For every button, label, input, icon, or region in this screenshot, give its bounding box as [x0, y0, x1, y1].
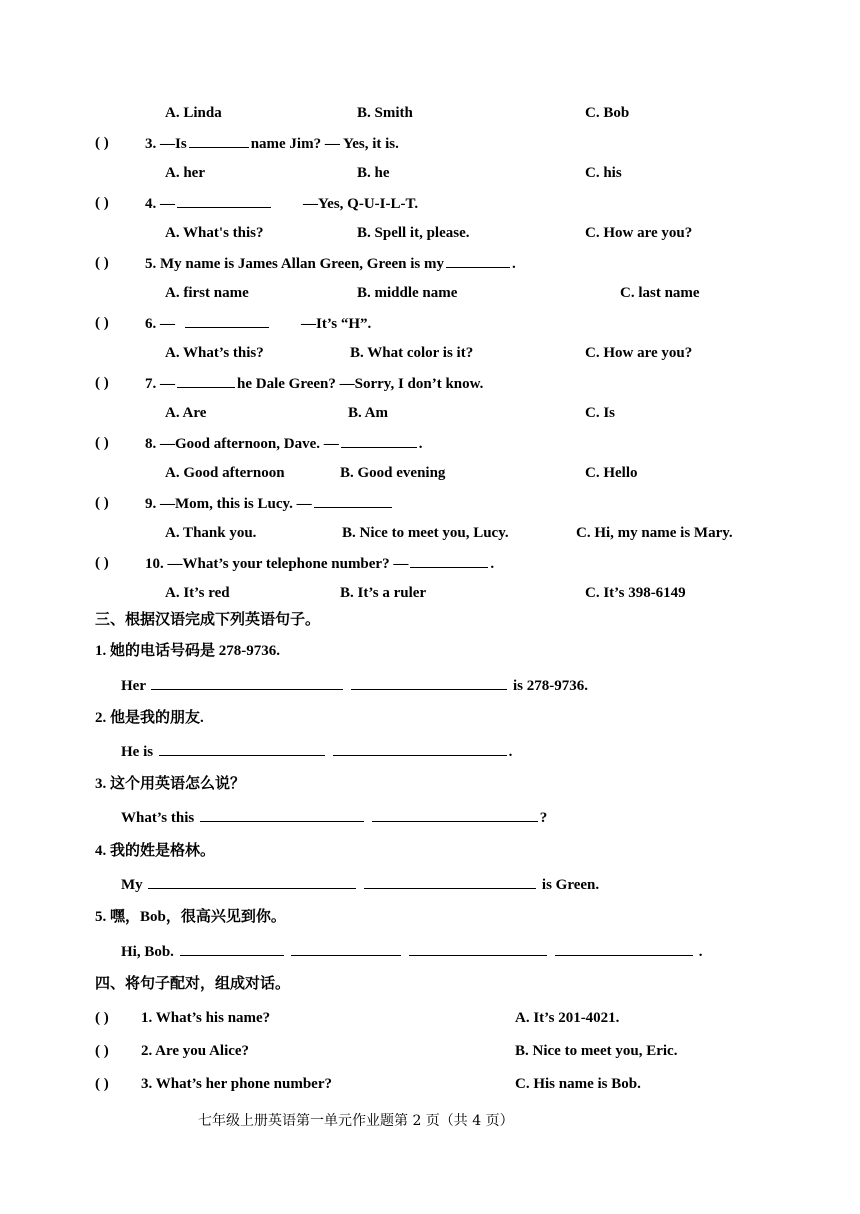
s3-item-1-pre: Her — [121, 678, 146, 694]
q7-stem-post: he Dale Green? —Sorry, I don’t know. — [237, 376, 484, 392]
q4-stem — [145, 193, 418, 214]
q6-stem-post: —It’s “H”. — [301, 316, 372, 332]
s3-item-4-sentence — [121, 874, 599, 895]
q3-blank[interactable] — [189, 133, 249, 148]
s3-item-5-pre: Hi, Bob. — [121, 944, 174, 960]
q9-option-a: A. Thank you. — [165, 525, 257, 541]
q9-blank[interactable] — [314, 493, 392, 508]
s3-item-2-blank-1[interactable] — [159, 741, 325, 756]
q8-option-a: A. Good afternoon — [165, 465, 285, 481]
s4-answer-b: B. Nice to meet you, Eric. — [515, 1043, 678, 1059]
q6-answer-paren[interactable]: ( ) — [95, 315, 109, 331]
s3-item-4-blank-1[interactable] — [148, 874, 356, 889]
q3-stem-pre: 3. —Is — [145, 136, 187, 152]
s3-item-1-chinese: 1. 她的电话号码是 278-9736. — [95, 643, 280, 659]
q5-stem-post: . — [512, 256, 516, 272]
q3-option-c: C. his — [585, 165, 622, 181]
q8-answer-paren[interactable]: ( ) — [95, 435, 109, 451]
q8-stem — [145, 433, 423, 454]
s4-item-3-question: 3. What’s her phone number? — [141, 1076, 333, 1092]
q10-option-b: B. It’s a ruler — [340, 585, 427, 601]
q10-stem-pre: 10. —What’s your telephone number? — — [145, 556, 409, 572]
q4-blank[interactable] — [177, 193, 271, 208]
q4-option-a: A. What's this? — [165, 225, 264, 241]
q10-option-a: A. It’s red — [165, 585, 230, 601]
s3-item-3-sentence — [121, 807, 547, 828]
q5-stem — [145, 253, 516, 274]
q7-option-a: A. Are — [165, 405, 207, 421]
q10-stem-post: . — [490, 556, 495, 572]
q6-option-b: B. What color is it? — [350, 345, 474, 361]
q9-option-c: C. Hi, my name is Mary. — [576, 525, 733, 541]
q9-stem-pre: 9. —Mom, this is Lucy. — — [145, 496, 312, 512]
q7-option-c: C. Is — [585, 405, 616, 421]
q10-stem — [145, 553, 494, 574]
s3-item-1-sentence — [121, 675, 588, 696]
q6-option-c: C. How are you? — [585, 345, 693, 361]
q7-option-b: B. Am — [348, 405, 389, 421]
q6-stem-pre: 6. — — [145, 316, 175, 332]
s3-item-4-blank-2[interactable] — [364, 874, 536, 889]
q7-stem-pre: 7. — — [145, 376, 175, 392]
q2-option-a: A. Linda — [165, 105, 222, 121]
q5-option-b: B. middle name — [357, 285, 458, 301]
s4-item-3-paren[interactable]: ( ) — [95, 1076, 109, 1092]
q3-option-a: A. her — [165, 165, 205, 181]
s3-item-1-blank-2[interactable] — [351, 675, 507, 690]
s3-item-3-chinese: 3. 这个用英语怎么说？ — [95, 776, 246, 792]
q9-stem — [145, 493, 394, 514]
q10-answer-paren[interactable]: ( ) — [95, 555, 109, 571]
q8-option-b: B. Good evening — [340, 465, 446, 481]
s3-item-4-post: is Green. — [541, 877, 600, 893]
q7-blank[interactable] — [177, 373, 235, 388]
q5-blank[interactable] — [446, 253, 510, 268]
q3-stem-post: name Jim? — Yes, it is. — [250, 136, 399, 152]
s3-item-3-post: ? — [539, 810, 548, 826]
q2-option-b: B. Smith — [357, 105, 413, 121]
q2-option-c: C. Bob — [585, 105, 630, 121]
s3-item-4-chinese: 4. 我的姓是格林。 — [95, 843, 216, 859]
q8-option-c: C. Hello — [585, 465, 638, 481]
q3-stem — [145, 133, 399, 154]
s3-item-5-blank-2[interactable] — [291, 941, 401, 956]
s4-item-2-paren[interactable]: ( ) — [95, 1043, 109, 1059]
s3-item-3-pre: What’s this — [121, 810, 195, 826]
q3-option-b: B. he — [357, 165, 390, 181]
q9-option-b: B. Nice to meet you, Lucy. — [342, 525, 509, 541]
s3-item-3-blank-1[interactable] — [200, 807, 364, 822]
q7-stem — [145, 373, 483, 394]
q6-blank[interactable] — [185, 313, 269, 328]
q6-stem — [145, 313, 371, 334]
q5-option-a: A. first name — [165, 285, 249, 301]
q9-answer-paren[interactable]: ( ) — [95, 495, 109, 511]
s4-item-1-question: 1. What’s his name? — [141, 1010, 271, 1026]
section-4-title: 四、将句子配对，组成对话。 — [95, 976, 291, 992]
s4-item-2-question: 2. Are you Alice? — [141, 1043, 250, 1059]
q10-option-c: C. It’s 398-6149 — [585, 585, 686, 601]
s3-item-2-sentence — [121, 741, 512, 762]
q4-option-b: B. Spell it, please. — [357, 225, 470, 241]
q4-stem-post: —Yes, Q-U-I-L-T. — [303, 196, 419, 212]
q5-option-c: C. last name — [620, 285, 700, 301]
q8-blank[interactable] — [341, 433, 417, 448]
s3-item-4-pre: My — [121, 877, 143, 893]
s3-item-5-chinese: 5. 嘿，Bob，很高兴见到你。 — [95, 909, 286, 925]
q5-answer-paren[interactable]: ( ) — [95, 255, 109, 271]
section-3-title: 三、根据汉语完成下列英语句子。 — [95, 612, 321, 628]
s3-item-2-blank-2[interactable] — [333, 741, 507, 756]
s3-item-5-post: . — [698, 944, 703, 960]
q7-answer-paren[interactable]: ( ) — [95, 375, 109, 391]
s3-item-2-chinese: 2. 他是我的朋友. — [95, 710, 204, 726]
q4-option-c: C. How are you? — [585, 225, 693, 241]
s3-item-5-blank-3[interactable] — [409, 941, 547, 956]
q6-option-a: A. What’s this? — [165, 345, 264, 361]
s4-answer-a: A. It’s 201-4021. — [515, 1010, 620, 1026]
q8-stem-post: . — [418, 436, 423, 452]
q8-stem-pre: 8. —Good afternoon, Dave. — — [145, 436, 339, 452]
s3-item-5-sentence — [121, 941, 702, 962]
q3-answer-paren[interactable]: ( ) — [95, 135, 109, 151]
q4-stem-pre: 4. — — [145, 196, 175, 212]
s3-item-2-post: . — [508, 744, 513, 760]
s3-item-3-blank-2[interactable] — [372, 807, 538, 822]
s3-item-5-blank-1[interactable] — [180, 941, 284, 956]
q10-blank[interactable] — [410, 553, 488, 568]
s3-item-2-pre: He is — [121, 744, 154, 760]
s4-answer-c: C. His name is Bob. — [515, 1076, 641, 1092]
s3-item-5-blank-4[interactable] — [555, 941, 693, 956]
s4-item-1-paren[interactable]: ( ) — [95, 1010, 109, 1026]
s3-item-1-post: is 278-9736. — [512, 678, 588, 694]
page-footer: 七年级上册英语第一单元作业题第 2 页（共 4 页） — [198, 1113, 514, 1129]
q5-stem-pre: 5. My name is James Allan Green, Green is my — [145, 256, 445, 272]
s3-item-1-blank-1[interactable] — [151, 675, 343, 690]
q4-answer-paren[interactable]: ( ) — [95, 195, 109, 211]
